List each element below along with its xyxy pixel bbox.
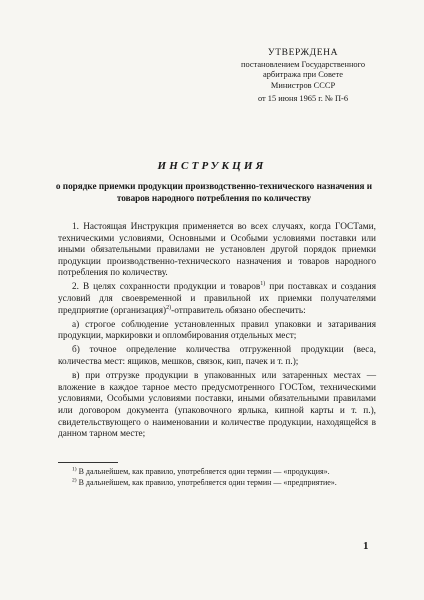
paragraph-2-text-a: 2. В целях сохранности продукции и товаров	[72, 282, 261, 293]
footnote-2-mark: 2)	[72, 477, 77, 484]
paragraph-a: а) строгое соблюдение установленных правил упаковки и затаривания продукции, маркировки и опломбирования отдельных мест;	[58, 319, 376, 342]
footnote-1	[58, 467, 376, 477]
document-title: ИНСТРУКЦИЯ	[157, 160, 267, 172]
footnote-1-mark: 1)	[72, 466, 77, 473]
paragraph-c: в) при отгрузке продукции в упакованных или затаренных местах — вложение в каждое тарное место предусмотренного ГОСТом, техническими условиями, Особыми условиями поставки, иными обязательными правилами или договором документа (упаковочного ярлыка, кипной карты и т. п.), свидетельствующего о наименовании и количестве продукции, находящейся в данном тарном месте;	[58, 371, 376, 440]
approval-date: от 15 июня 1965 г. № П-6	[257, 93, 349, 103]
paragraph-b: б) точное определение количества отгруженной продукции (веса, количества мест: ящиков, мешков, связок, кип, пачек и т. п.);	[58, 345, 376, 368]
footnote-divider	[58, 462, 118, 463]
approval-heading: УТВЕРЖДЕНА	[267, 48, 339, 58]
footnotes	[58, 467, 376, 489]
footnote-2	[58, 478, 376, 488]
footnote-2-text: В дальнейшем, как правило, употребляется один термин — «предприятие».	[76, 478, 337, 488]
approval-line-2: арбитража при Совете	[263, 70, 343, 80]
footnote-ref-1: 1)	[260, 281, 266, 288]
paragraph-1: 1. Настоящая Инструкция применяется во всех случаях, когда ГОСТами, техническими условиями, Основными и Особыми условиями поставки или иными обязательными правилами не установлен другой порядок приемки продукции производственно-технического назначения и товаров народного потребления по количеству.	[58, 222, 376, 279]
footnote-ref-2: 2)	[166, 304, 172, 311]
paragraph-2-text-c: -отправитель обязано обеспечить:	[171, 305, 306, 316]
paragraph-2-text-b: при поставках и создания условий для своевременной и правильной их приемки получателями предприятие (организация)	[58, 282, 376, 316]
page-number: 1	[363, 540, 369, 552]
footnote-1-text: В дальнейшем, как правило, употребляется один термин — «продукция».	[76, 467, 330, 476]
paragraph-2	[58, 282, 376, 317]
approval-line-3: Министров СССР	[270, 80, 336, 90]
document-body	[58, 222, 376, 443]
document-subtitle: о порядке приемки продукции производственно-технического назначения и товаров народного потребления по количеству	[55, 181, 373, 203]
approval-stamp	[218, 48, 388, 104]
approval-line-1: постановлением Государственного	[240, 60, 366, 70]
